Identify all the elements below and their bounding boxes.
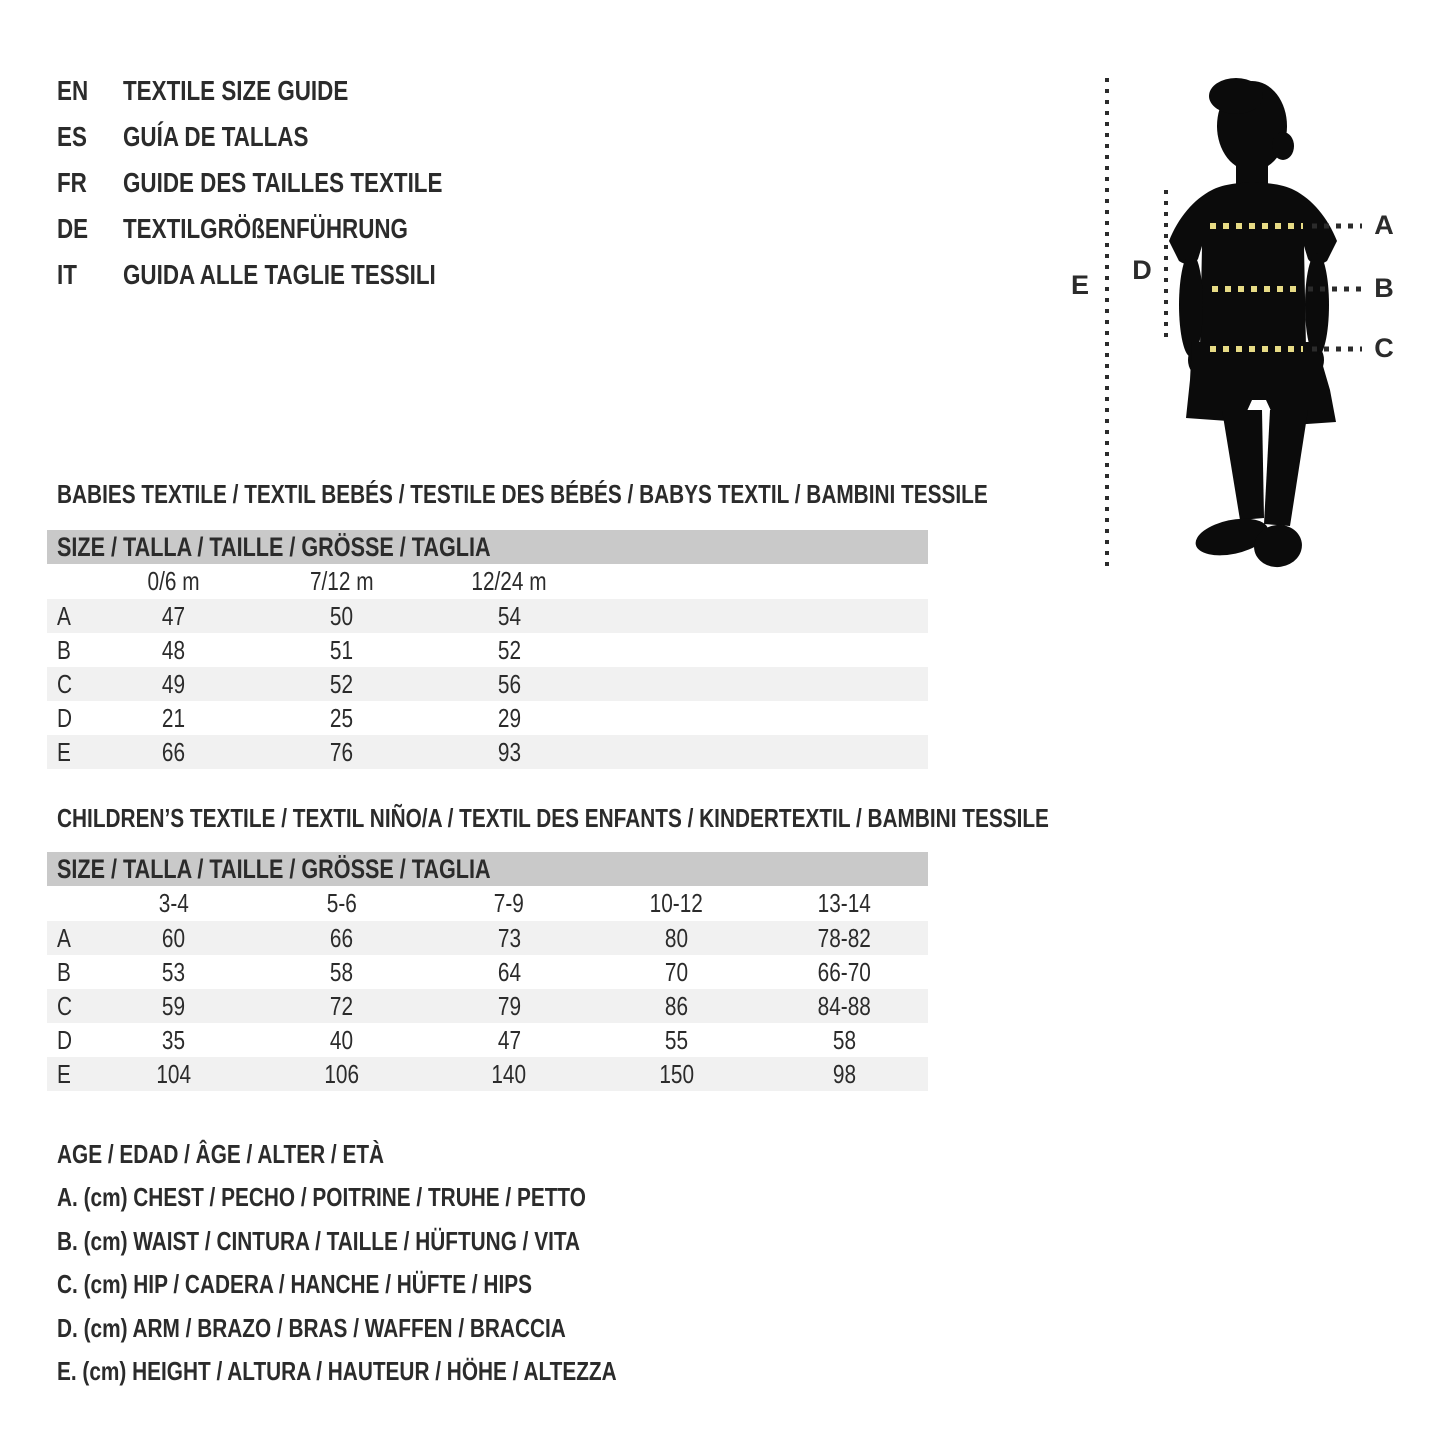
cell-value: 140 xyxy=(491,1058,527,1089)
row-label: D xyxy=(57,702,73,733)
children-col-3-4: 3-4 xyxy=(158,888,189,918)
legend-b-waist: B. (cm) WAIST / CINTURA / TAILLE / HÜFTUNG / VITA xyxy=(57,1225,581,1256)
cell-value: 53 xyxy=(162,956,186,987)
cell-value: 72 xyxy=(329,990,353,1021)
babies-section-title: BABIES TEXTILE / TEXTIL BEBÉS / TESTILE DES BÉBÉS / BABYS TEXTIL / BAMBINI TESSILE xyxy=(57,479,988,509)
cell-value: 52 xyxy=(329,668,353,699)
children-size-table xyxy=(47,852,928,1091)
cell-value: 51 xyxy=(329,634,353,665)
legend-age: AGE / EDAD / ÂGE / ALTER / ETÀ xyxy=(57,1139,385,1169)
cell-value: 70 xyxy=(665,956,689,987)
children-col-13-14: 13-14 xyxy=(817,888,871,918)
lang-code-it: IT xyxy=(57,259,77,290)
babies-col-7-12m: 7/12 m xyxy=(309,566,374,596)
cell-value: 66 xyxy=(329,922,353,953)
legend-c-hip: C. (cm) HIP / CADERA / HANCHE / HÜFTE / HIPS xyxy=(57,1269,532,1300)
cell-value: 47 xyxy=(497,1024,521,1055)
language-row-fr xyxy=(57,160,522,206)
lang-title-it: GUIDA ALLE TAGLIE TESSILI xyxy=(123,259,436,290)
cell-value: 58 xyxy=(329,956,353,987)
table-row xyxy=(47,1057,928,1091)
babies-size-table xyxy=(47,530,928,769)
table-row xyxy=(47,667,928,701)
language-row-de xyxy=(57,206,522,252)
table-row xyxy=(47,701,928,735)
cell-value: 58 xyxy=(832,1024,856,1055)
cell-value: 98 xyxy=(832,1058,856,1089)
lang-title-en: TEXTILE SIZE GUIDE xyxy=(123,75,349,106)
row-label: D xyxy=(57,1024,73,1055)
table-row xyxy=(47,1023,928,1057)
lang-code-de: DE xyxy=(57,213,89,244)
babies-age-header-row xyxy=(47,564,928,599)
language-row-it xyxy=(57,252,522,298)
figure-label-d: D xyxy=(1132,255,1152,285)
cell-value: 47 xyxy=(162,600,186,631)
cell-value: 66-70 xyxy=(817,956,871,987)
measurement-legend xyxy=(57,1133,757,1393)
children-col-10-12: 10-12 xyxy=(649,888,704,918)
cell-value: 93 xyxy=(497,736,521,767)
cell-value: 49 xyxy=(162,668,186,699)
lang-title-de: TEXTILGRÖßENFÜHRUNG xyxy=(123,213,408,244)
row-label: B xyxy=(57,634,71,665)
table-row xyxy=(47,633,928,667)
cell-value: 76 xyxy=(329,736,353,767)
row-label: E xyxy=(57,1058,71,1089)
cell-value: 106 xyxy=(324,1058,359,1089)
table-row xyxy=(47,921,928,955)
cell-value: 48 xyxy=(162,634,186,665)
cell-value: 80 xyxy=(665,922,689,953)
children-section-title: CHILDREN’S TEXTILE / TEXTIL NIÑO/A / TEXTIL DES ENFANTS / KINDERTEXTIL / BAMBINI TESSILE xyxy=(57,803,1049,833)
babies-col-0-6m: 0/6 m xyxy=(147,566,200,596)
cell-value: 73 xyxy=(497,922,521,953)
cell-value: 21 xyxy=(162,702,186,733)
legend-e-height: E. (cm) HEIGHT / ALTURA / HAUTEUR / HÖHE / ALTEZZA xyxy=(57,1355,617,1386)
lang-code-es: ES xyxy=(57,121,87,152)
figure-label-e: E xyxy=(1070,270,1089,300)
row-label: A xyxy=(57,600,71,631)
cell-value: 79 xyxy=(497,990,521,1021)
lang-title-es: GUÍA DE TALLAS xyxy=(123,121,309,152)
cell-value: 54 xyxy=(497,600,521,631)
child-silhouette-icon xyxy=(1040,60,1445,590)
cell-value: 40 xyxy=(329,1024,353,1055)
cell-value: 84-88 xyxy=(817,990,871,1021)
row-label: B xyxy=(57,956,71,987)
figure-label-b: B xyxy=(1374,273,1394,303)
row-label: C xyxy=(57,668,73,699)
row-label: A xyxy=(57,922,71,953)
measurement-figure xyxy=(1040,60,1445,590)
cell-value: 86 xyxy=(665,990,689,1021)
cell-value: 52 xyxy=(497,634,521,665)
language-row-en xyxy=(57,68,522,114)
table-row xyxy=(47,599,928,633)
legend-d-arm: D. (cm) ARM / BRAZO / BRAS / WAFFEN / BRACCIA xyxy=(57,1312,566,1343)
language-row-es xyxy=(57,114,522,160)
cell-value: 59 xyxy=(162,990,186,1021)
children-size-header: SIZE / TALLA / TAILLE / GRÖSSE / TAGLIA xyxy=(57,853,491,884)
table-row xyxy=(47,735,928,769)
row-label: C xyxy=(57,990,73,1021)
cell-value: 50 xyxy=(329,600,353,631)
cell-value: 56 xyxy=(497,668,521,699)
babies-size-header: SIZE / TALLA / TAILLE / GRÖSSE / TAGLIA xyxy=(57,531,491,562)
children-col-7-9: 7-9 xyxy=(493,888,525,918)
cell-value: 35 xyxy=(162,1024,186,1055)
children-age-header-row xyxy=(47,886,928,921)
figure-label-a: A xyxy=(1374,210,1394,240)
cell-value: 78-82 xyxy=(817,922,871,953)
cell-value: 64 xyxy=(497,956,521,987)
table-row xyxy=(47,955,928,989)
cell-value: 150 xyxy=(659,1058,694,1089)
cell-value: 25 xyxy=(329,702,353,733)
table-row xyxy=(47,989,928,1023)
cell-value: 29 xyxy=(497,702,521,733)
lang-title-fr: GUIDE DES TAILLES TEXTILE xyxy=(123,167,443,198)
legend-a-chest: A. (cm) CHEST / PECHO / POITRINE / TRUHE / PETTO xyxy=(57,1182,586,1213)
cell-value: 104 xyxy=(156,1058,192,1089)
lang-code-en: EN xyxy=(57,75,89,106)
cell-value: 60 xyxy=(162,922,186,953)
figure-label-c: C xyxy=(1374,333,1394,363)
babies-col-12-24m: 12/24 m xyxy=(471,566,547,596)
language-title-list xyxy=(57,68,522,298)
lang-code-fr: FR xyxy=(57,167,87,198)
row-label: E xyxy=(57,736,71,767)
cell-value: 66 xyxy=(162,736,186,767)
cell-value: 55 xyxy=(665,1024,689,1055)
children-col-5-6: 5-6 xyxy=(326,888,357,918)
